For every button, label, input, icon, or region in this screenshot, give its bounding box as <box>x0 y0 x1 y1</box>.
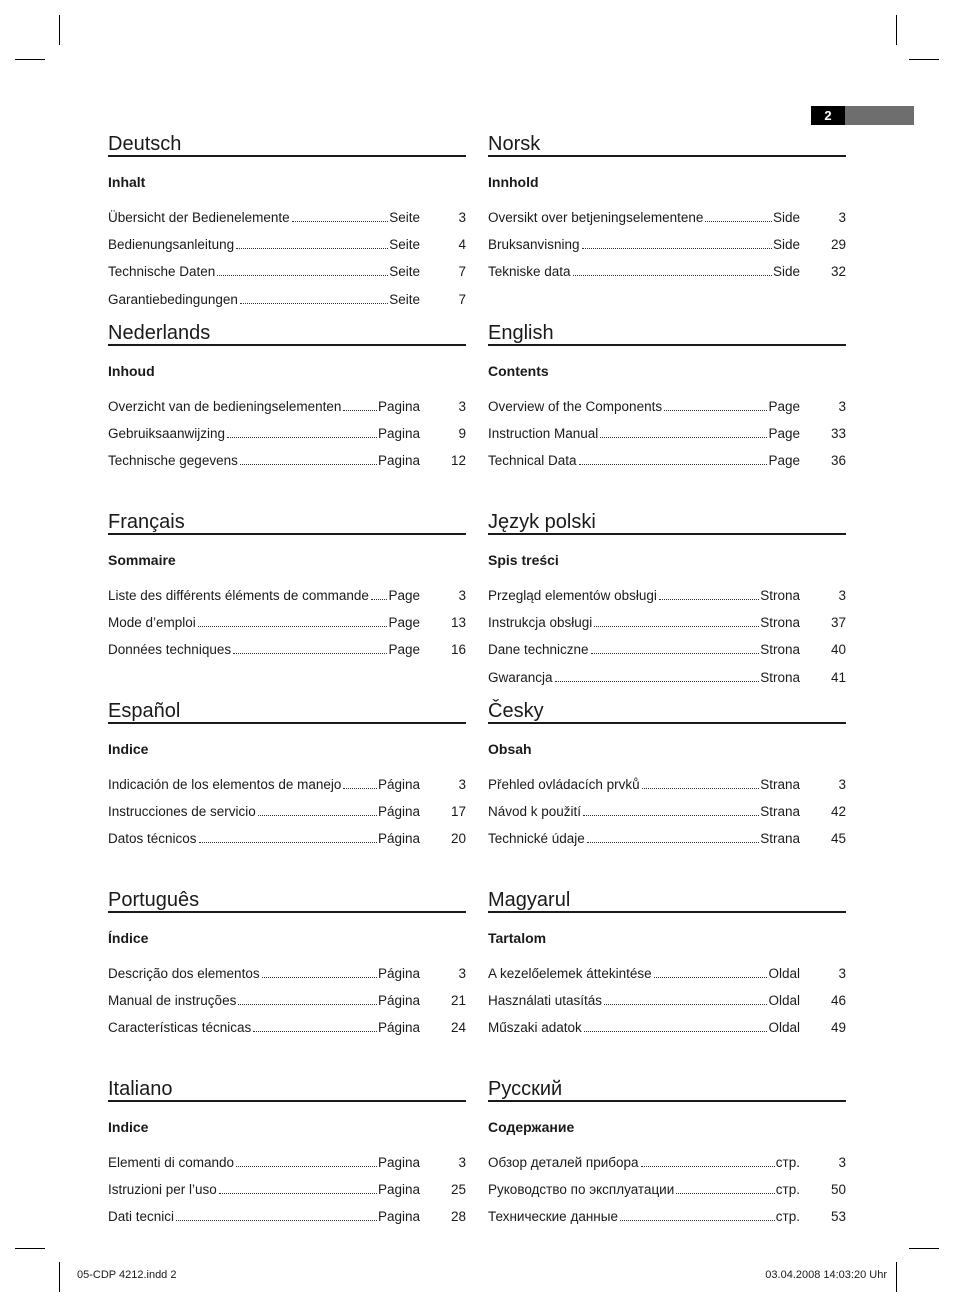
dot-leader <box>176 1220 377 1221</box>
toc-entry <box>488 587 846 605</box>
toc-entry-text: Technische Daten <box>108 264 216 279</box>
section-subtitle: Inhalt <box>108 174 146 190</box>
toc-entry-label <box>488 236 800 254</box>
toc-entry-text: Instruction Manual <box>488 426 599 441</box>
section-subtitle: Sommaire <box>108 552 176 568</box>
toc-entry-label <box>108 1154 420 1172</box>
section-title: Русский <box>488 1078 563 1100</box>
toc-entry-page-word: Pagina <box>377 399 420 414</box>
toc-entry-text: Műszaki adatok <box>488 1020 582 1035</box>
toc-entry-label <box>488 965 800 983</box>
dot-leader <box>371 599 388 600</box>
section-subtitle: Innhold <box>488 174 539 190</box>
toc-entry <box>108 1154 466 1172</box>
dot-leader <box>654 977 768 978</box>
toc-entry <box>108 830 466 848</box>
toc-entry-page-word: Side <box>772 264 800 279</box>
toc-entry-text: Istruzioni per l’uso <box>108 1182 217 1197</box>
toc-entry-label <box>488 830 800 848</box>
toc-entry-label <box>108 803 420 821</box>
crop-mark <box>896 1262 897 1292</box>
toc-entry-page-number: 7 <box>458 292 466 307</box>
dot-leader <box>600 437 767 438</box>
toc-entry-page-word: стр. <box>775 1209 800 1224</box>
toc-entry <box>488 830 846 848</box>
toc-entry <box>108 1208 466 1226</box>
toc-entry-label <box>488 587 800 605</box>
toc-entry-page-number: 7 <box>458 264 466 279</box>
dot-leader <box>233 653 387 654</box>
toc-entry-page-word: Página <box>377 804 420 819</box>
toc-entry-page-number: 4 <box>458 237 466 252</box>
dot-leader <box>604 1004 767 1005</box>
dot-leader <box>343 410 377 411</box>
toc-entry-page-number: 25 <box>450 1182 466 1197</box>
section-divider <box>108 344 466 346</box>
toc-entry-text: Dati tecnici <box>108 1209 175 1224</box>
toc-entry-label <box>488 803 800 821</box>
toc-entry-page-word: Página <box>377 777 420 792</box>
dot-leader <box>641 1166 775 1167</box>
toc-entry <box>108 425 466 443</box>
dot-leader <box>199 842 377 843</box>
dot-leader <box>217 275 388 276</box>
toc-entry-page-word: Page <box>768 453 800 468</box>
toc-entry-page-number: 17 <box>450 804 466 819</box>
toc-entry <box>488 776 846 794</box>
toc-entry-text: Technische gegevens <box>108 453 238 468</box>
page-number: 2 <box>811 106 845 125</box>
toc-entry-text: Liste des différents éléments de commande <box>108 588 369 603</box>
toc-entry <box>108 398 466 416</box>
toc-entry-label <box>108 1181 420 1199</box>
toc-entry-page-number: 3 <box>458 1155 466 1170</box>
toc-entry-label <box>108 1019 420 1037</box>
toc-entry-label <box>108 425 420 443</box>
dot-leader <box>591 653 760 654</box>
toc-entry-label <box>488 398 800 416</box>
footer-datetime: 03.04.2008 14:03:20 Uhr <box>765 1269 887 1281</box>
dot-leader <box>582 248 772 249</box>
toc-entry-text: Datos técnicos <box>108 831 197 846</box>
section-title: Język polski <box>488 511 596 533</box>
toc-entry-page-number: 28 <box>450 1209 466 1224</box>
toc-entry-page-word: стр. <box>775 1182 800 1197</box>
footer-file-info: 05-CDP 4212.indd 2 <box>77 1269 177 1281</box>
toc-entry-text: Descrição dos elementos <box>108 966 260 981</box>
section-title: Nederlands <box>108 322 211 344</box>
section-divider <box>488 1100 846 1102</box>
toc-entry-page-number: 33 <box>830 426 846 441</box>
toc-entry-page-number: 53 <box>830 1209 846 1224</box>
toc-entry-label <box>488 776 800 794</box>
section-divider <box>488 155 846 157</box>
toc-entry-text: Manual de instruções <box>108 993 237 1008</box>
toc-entry-text: Données techniques <box>108 642 232 657</box>
toc-entry <box>488 965 846 983</box>
toc-entry <box>488 641 846 659</box>
toc-entry-page-word: Strona <box>760 642 800 657</box>
toc-entry-label <box>108 965 420 983</box>
toc-entry <box>488 263 846 281</box>
crop-mark <box>15 59 45 60</box>
section-divider <box>108 911 466 913</box>
section-divider <box>108 1100 466 1102</box>
toc-entry-page-number: 42 <box>830 804 846 819</box>
dot-leader <box>579 464 768 465</box>
dot-leader <box>584 1031 768 1032</box>
toc-entry-page-number: 20 <box>450 831 466 846</box>
toc-entry-page-word: Página <box>377 831 420 846</box>
toc-entry-text: Características técnicas <box>108 1020 252 1035</box>
toc-entry-text: Dane techniczne <box>488 642 589 657</box>
section-subtitle: Índice <box>108 930 149 946</box>
toc-entry-text: Bedienungsanleitung <box>108 237 235 252</box>
toc-entry-page-word: Página <box>377 966 420 981</box>
toc-entry <box>108 641 466 659</box>
toc-entry <box>488 1154 846 1172</box>
dot-leader <box>659 599 759 600</box>
section-divider <box>108 533 466 535</box>
toc-entry-label <box>488 1019 800 1037</box>
dot-leader <box>664 410 767 411</box>
toc-entry <box>108 291 466 309</box>
section-divider <box>488 344 846 346</box>
toc-entry-text: Übersicht der Bedienelemente <box>108 210 290 225</box>
toc-entry-text: Instrucciones de servicio <box>108 804 256 819</box>
toc-entry-page-word: Página <box>377 1020 420 1035</box>
toc-entry-page-number: 3 <box>838 966 846 981</box>
toc-entry-page-word: Strona <box>760 588 800 603</box>
crop-mark <box>909 1248 939 1249</box>
toc-entry <box>108 263 466 281</box>
toc-entry-page-number: 9 <box>458 426 466 441</box>
toc-entry-page-number: 16 <box>450 642 466 657</box>
toc-entry-text: Technické údaje <box>488 831 585 846</box>
toc-entry-page-word: Pagina <box>377 1182 420 1197</box>
toc-entry-page-word: Strona <box>760 615 800 630</box>
page-number-tab <box>811 106 914 125</box>
section-title: Italiano <box>108 1078 173 1100</box>
section-title: Magyarul <box>488 889 571 911</box>
dot-leader <box>238 1004 377 1005</box>
toc-entry-label <box>108 452 420 470</box>
toc-entry-page-word: Page <box>388 615 420 630</box>
toc-entry-page-word: Oldal <box>768 1020 800 1035</box>
toc-entry-page-word: Pagina <box>377 1209 420 1224</box>
toc-entry-page-word: Page <box>768 399 800 414</box>
toc-entry-page-number: 13 <box>450 615 466 630</box>
toc-entry-page-number: 3 <box>838 777 846 792</box>
dot-leader <box>236 248 388 249</box>
toc-entry-text: Indicación de los elementos de manejo <box>108 777 342 792</box>
toc-entry-page-number: 49 <box>830 1020 846 1035</box>
toc-entry-page-number: 50 <box>830 1182 846 1197</box>
toc-entry-page-word: Strona <box>760 670 800 685</box>
toc-entry-label <box>488 263 800 281</box>
toc-entry-page-word: стр. <box>775 1155 800 1170</box>
toc-entry-page-number: 3 <box>838 1155 846 1170</box>
toc-entry-label <box>488 425 800 443</box>
toc-entry <box>488 1181 846 1199</box>
dot-leader <box>573 275 772 276</box>
toc-entry <box>108 614 466 632</box>
toc-entry <box>488 452 846 470</box>
toc-entry-page-number: 3 <box>838 210 846 225</box>
toc-entry-page-word: Side <box>772 237 800 252</box>
section-title: Français <box>108 511 185 533</box>
section-subtitle: Содержание <box>488 1119 575 1135</box>
toc-entry-page-number: 3 <box>838 399 846 414</box>
toc-entry-text: Technical Data <box>488 453 577 468</box>
dot-leader <box>262 977 377 978</box>
section-divider <box>108 722 466 724</box>
toc-entry-label <box>108 263 420 281</box>
section-subtitle: Obsah <box>488 741 532 757</box>
toc-entry <box>488 425 846 443</box>
toc-entry <box>488 236 846 254</box>
toc-entry-page-number: 3 <box>458 966 466 981</box>
crop-mark <box>896 15 897 45</box>
toc-entry-label <box>108 209 420 227</box>
toc-entry-page-word: Oldal <box>768 966 800 981</box>
toc-entry <box>488 398 846 416</box>
toc-entry-text: Přehled ovládacích prvků <box>488 777 640 792</box>
toc-entry-text: Overzicht van de bedieningselementen <box>108 399 342 414</box>
dot-leader <box>253 1031 377 1032</box>
dot-leader <box>219 1193 377 1194</box>
section-title: Español <box>108 700 181 722</box>
toc-entry-text: Tekniske data <box>488 264 571 279</box>
section-subtitle: Indice <box>108 1119 149 1135</box>
toc-entry <box>108 452 466 470</box>
toc-entry-label <box>488 209 800 227</box>
toc-entry-label <box>108 1208 420 1226</box>
toc-entry-text: Bruksanvisning <box>488 237 580 252</box>
section-title: Česky <box>488 700 544 722</box>
toc-entry-label <box>488 1181 800 1199</box>
toc-entry-page-number: 24 <box>450 1020 466 1035</box>
dot-leader <box>587 842 759 843</box>
dot-leader <box>240 464 377 465</box>
toc-entry-text: Instrukcja obsługi <box>488 615 593 630</box>
toc-entry-page-number: 12 <box>450 453 466 468</box>
toc-entry-page-word: Seite <box>389 292 420 307</box>
toc-entry-page-number: 36 <box>830 453 846 468</box>
section-subtitle: Contents <box>488 363 549 379</box>
toc-entry-text: Обзор деталей прибора <box>488 1155 639 1170</box>
toc-entry-page-word: Page <box>388 588 420 603</box>
toc-entry-page-number: 3 <box>458 588 466 603</box>
toc-entry <box>108 803 466 821</box>
section-title: Norsk <box>488 133 541 155</box>
section-title: English <box>488 322 554 344</box>
toc-entry-text: Overview of the Components <box>488 399 663 414</box>
toc-entry-label <box>108 614 420 632</box>
toc-entry-text: Mode d’emploi <box>108 615 196 630</box>
section-subtitle: Inhoud <box>108 363 155 379</box>
dot-leader <box>642 788 760 789</box>
toc-entry-page-word: Página <box>377 993 420 1008</box>
toc-entry-label <box>488 992 800 1010</box>
toc-entry-label <box>108 641 420 659</box>
toc-entry <box>108 1181 466 1199</box>
toc-entry-page-number: 40 <box>830 642 846 657</box>
toc-entry <box>108 587 466 605</box>
section-divider <box>108 155 466 157</box>
toc-entry-text: Használati utasítás <box>488 993 603 1008</box>
crop-mark <box>59 1262 60 1292</box>
toc-entry-page-number: 41 <box>830 670 846 685</box>
dot-leader <box>258 815 377 816</box>
toc-entry-page-word: Pagina <box>377 453 420 468</box>
section-title: Deutsch <box>108 133 182 155</box>
toc-entry-page-number: 46 <box>830 993 846 1008</box>
toc-entry <box>108 965 466 983</box>
dot-leader <box>227 437 377 438</box>
toc-entry <box>108 236 466 254</box>
section-subtitle: Tartalom <box>488 930 547 946</box>
toc-entry-label <box>488 452 800 470</box>
toc-entry <box>108 776 466 794</box>
toc-entry-label <box>488 641 800 659</box>
toc-entry-page-word: Page <box>388 642 420 657</box>
toc-entry <box>488 614 846 632</box>
toc-entry-label <box>488 1154 800 1172</box>
toc-entry-text: Przegląd elementów obsługi <box>488 588 657 603</box>
toc-entry-page-number: 37 <box>830 615 846 630</box>
toc-entry-label <box>108 236 420 254</box>
section-divider <box>488 722 846 724</box>
toc-entry-text: Garantiebedingungen <box>108 292 238 307</box>
toc-entry <box>488 1019 846 1037</box>
dot-leader <box>240 303 388 304</box>
toc-entry-page-word: Seite <box>389 210 420 225</box>
dot-leader <box>705 221 772 222</box>
section-divider <box>488 533 846 535</box>
toc-entry-label <box>108 587 420 605</box>
toc-entry <box>108 1019 466 1037</box>
dot-leader <box>198 626 388 627</box>
dot-leader <box>236 1166 377 1167</box>
toc-entry-label <box>108 776 420 794</box>
toc-entry-page-number: 3 <box>458 210 466 225</box>
toc-entry-text: A kezelőelemek áttekintése <box>488 966 652 981</box>
toc-entry-text: Elementi di comando <box>108 1155 235 1170</box>
dot-leader <box>676 1193 775 1194</box>
toc-entry-text: Gwarancja <box>488 670 553 685</box>
dot-leader <box>620 1220 775 1221</box>
dot-leader <box>583 815 759 816</box>
toc-entry-label <box>488 669 800 687</box>
toc-entry <box>488 1208 846 1226</box>
toc-entry-page-word: Oldal <box>768 993 800 1008</box>
crop-mark <box>59 15 60 45</box>
dot-leader <box>594 626 759 627</box>
crop-mark <box>15 1248 45 1249</box>
toc-entry-page-word: Seite <box>389 264 420 279</box>
toc-entry-page-word: Side <box>772 210 800 225</box>
toc-entry-page-number: 3 <box>458 777 466 792</box>
toc-entry <box>488 209 846 227</box>
toc-entry-page-number: 29 <box>830 237 846 252</box>
section-subtitle: Indice <box>108 741 149 757</box>
section-divider <box>488 911 846 913</box>
crop-mark <box>909 59 939 60</box>
toc-entry-page-word: Pagina <box>377 1155 420 1170</box>
toc-entry-page-number: 21 <box>450 993 466 1008</box>
toc-entry-label <box>488 1208 800 1226</box>
toc-entry-page-word: Pagina <box>377 426 420 441</box>
toc-entry-page-number: 3 <box>838 588 846 603</box>
dot-leader <box>555 681 760 682</box>
toc-entry-text: Технические данные <box>488 1209 618 1224</box>
dot-leader <box>343 788 377 789</box>
toc-entry <box>108 992 466 1010</box>
toc-entry-page-word: Strana <box>760 777 800 792</box>
toc-entry-text: Gebruiksaanwijzing <box>108 426 226 441</box>
toc-entry-text: Návod k použití <box>488 804 582 819</box>
toc-entry <box>488 669 846 687</box>
section-subtitle: Spis treści <box>488 552 559 568</box>
toc-entry-label <box>488 614 800 632</box>
toc-entry <box>488 803 846 821</box>
toc-entry-page-number: 32 <box>830 264 846 279</box>
dot-leader <box>292 221 389 222</box>
toc-entry-label <box>108 830 420 848</box>
toc-entry-text: Oversikt over betjeningselementene <box>488 210 704 225</box>
toc-entry-label <box>108 992 420 1010</box>
section-title: Português <box>108 889 200 911</box>
toc-entry <box>488 992 846 1010</box>
page-tab-bar <box>845 106 914 125</box>
toc-entry-page-number: 45 <box>830 831 846 846</box>
toc-entry-text: Руководство по эксплуатации <box>488 1182 675 1197</box>
toc-entry-label <box>108 398 420 416</box>
toc-entry-page-word: Seite <box>389 237 420 252</box>
toc-entry-page-word: Page <box>768 426 800 441</box>
toc-entry-page-number: 3 <box>458 399 466 414</box>
toc-entry-label <box>108 291 420 309</box>
toc-entry-page-word: Strana <box>760 831 800 846</box>
toc-entry-page-word: Strana <box>760 804 800 819</box>
toc-entry <box>108 209 466 227</box>
